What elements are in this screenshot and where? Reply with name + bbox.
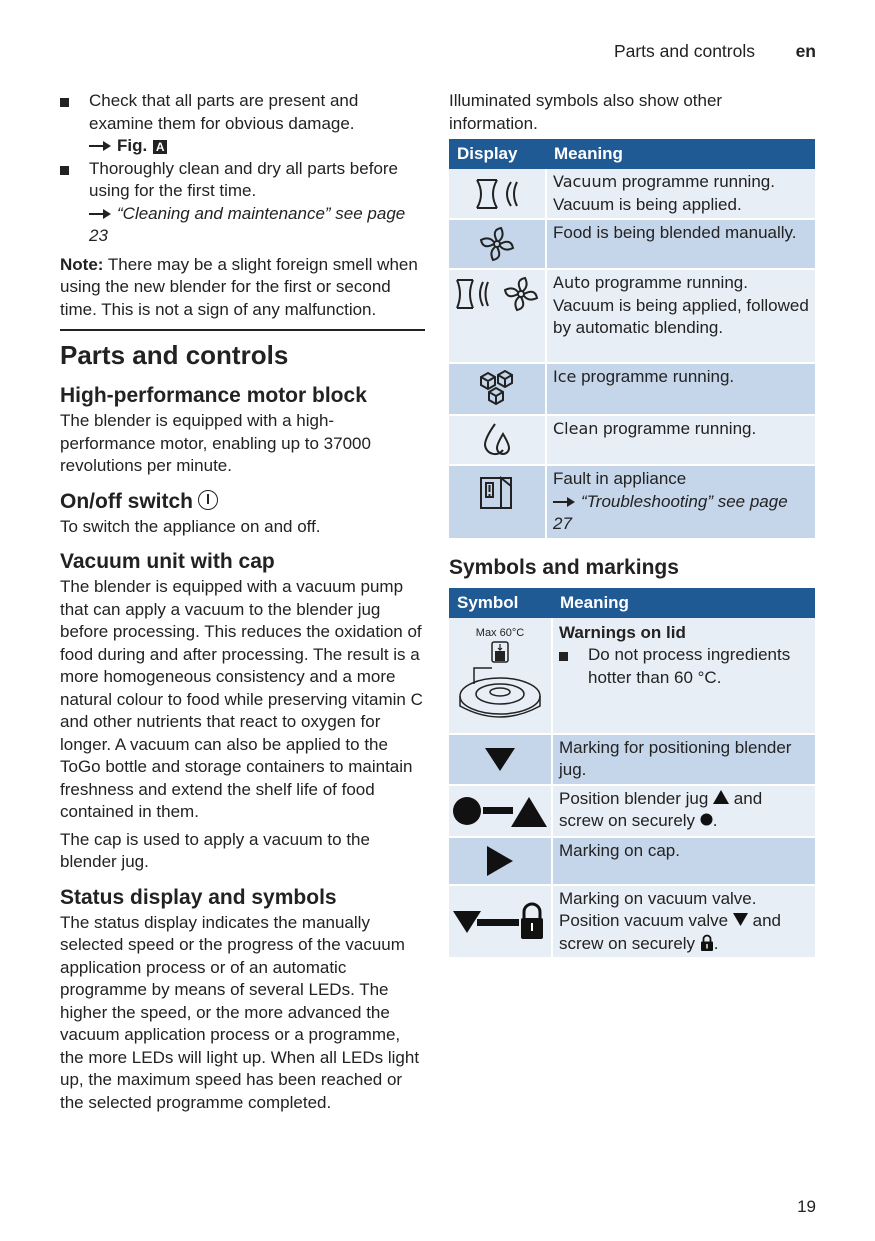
table-header: Meaning xyxy=(552,588,815,618)
table-cell xyxy=(546,465,815,539)
section-text-2: The cap is used to apply a vacuum to the blender jug. xyxy=(60,829,370,871)
table-cell xyxy=(449,169,546,219)
cross-reference-link[interactable]: “Cleaning and maintenance” see page 23 xyxy=(89,203,406,245)
table-header: Meaning xyxy=(546,139,815,169)
section-text: To switch the appliance on and off. xyxy=(60,516,321,536)
table-header: Symbol xyxy=(449,588,552,618)
table-cell xyxy=(449,734,552,785)
vacuum-valve-lock-icon xyxy=(451,901,549,941)
programme-name: Auto xyxy=(553,273,591,292)
table-row xyxy=(449,219,815,269)
bullet-text: Check that all parts are present and examine them for obvious damage. xyxy=(89,91,359,133)
table-row xyxy=(449,785,815,837)
table-cell: Position blender jug and screw on securely . xyxy=(552,785,815,837)
arrow-right-icon xyxy=(89,208,111,220)
triangle-down-icon xyxy=(483,745,517,773)
lid-warning-title: Warnings on lid xyxy=(559,622,686,642)
section-heading: High-performance motor block xyxy=(60,384,367,407)
table-cell xyxy=(546,415,815,465)
list-item xyxy=(559,644,809,689)
meaning-text: Position blender jug xyxy=(559,788,709,808)
arrow-right-icon xyxy=(89,140,111,152)
meaning-text: and screw on securely xyxy=(559,911,781,953)
programme-name: Ice xyxy=(553,367,577,386)
intro-text: Illuminated symbols also show other information. xyxy=(449,91,723,133)
section-text: The status display indicates the manually selected speed or the progress of the vacuum application process or of an automatic programme by means of several LEDs. The higher the speed, or the more advanced the vacuum application process or a programme, the more LEDs will light up. When all LEDs light up, the maximum speed has been reached or the selected programme completed. xyxy=(60,912,420,1112)
table-row xyxy=(449,465,815,539)
table-header: Display xyxy=(449,139,546,169)
note-text: There may be a slight foreign smell when using the new blender for the first or second time. This is not a sign of any malfunction. xyxy=(60,254,418,319)
section-vacuum-unit xyxy=(60,548,425,874)
table-cell xyxy=(546,169,815,219)
note-label: Note: xyxy=(60,254,104,274)
blend-icon xyxy=(477,224,517,264)
triangle-right-icon xyxy=(485,844,515,878)
table-cell xyxy=(449,363,546,415)
bullet-list xyxy=(559,644,809,689)
ice-cubes-icon xyxy=(475,368,519,410)
cross-reference-link[interactable]: “Troubleshooting” see page 27 xyxy=(553,491,788,533)
jug-position-icon xyxy=(451,793,549,829)
bullet-text: Do not process ingredients hotter than 60 °C. xyxy=(588,645,791,687)
figure-reference[interactable]: Fig. xyxy=(117,136,148,155)
section-status-display xyxy=(60,884,425,1115)
section-text: The blender is equipped with a high-performance motor, enabling up to 37000 revolutions per minute. xyxy=(60,411,371,475)
left-column xyxy=(60,90,425,1114)
table-row xyxy=(449,169,815,219)
table-cell xyxy=(552,618,815,734)
meaning-text: Marking on cap. xyxy=(559,840,680,860)
meaning-text: Fault in appliance xyxy=(553,469,687,488)
meaning-text: Marking on vacuum valve. Position vacuum valve xyxy=(559,888,757,930)
table-cell xyxy=(449,885,552,959)
section-heading: On/off switch xyxy=(60,489,193,513)
table-cell xyxy=(546,363,815,415)
table-cell: Marking on vacuum valve. Position vacuum valve and screw on securely . xyxy=(552,885,815,959)
section-heading: Vacuum unit with cap xyxy=(60,550,275,573)
page-title: Parts and controls xyxy=(60,340,289,370)
figure-letter-badge: A xyxy=(153,140,167,154)
meaning-text: programme running. xyxy=(576,367,735,386)
bullet-text: Thoroughly clean and dry all parts before using for the first time. xyxy=(89,158,399,200)
vacuum-icon xyxy=(467,174,527,214)
table-row xyxy=(449,618,815,734)
note-paragraph xyxy=(60,254,425,322)
section-divider xyxy=(60,329,425,331)
section-text: The blender is equipped with a vacuum pump that can apply a vacuum to the blender jug before processing. This reduces the oxidation of food during and after processing. The result is a more homogeneous consistency and a more natural colour to food while preserving vitamin C and other nutrients that react to oxygen for longer. A vacuum can also be applied to the ToGo bottle and storage containers to maintain freshness and extend the shelf life of food contained in them. xyxy=(60,577,423,821)
table-cell xyxy=(449,219,546,269)
list-item xyxy=(60,158,425,248)
right-column xyxy=(449,90,815,959)
table-row xyxy=(449,885,815,959)
lid-temperature-icon xyxy=(452,624,548,728)
table-cell xyxy=(449,269,546,363)
table-row xyxy=(449,363,815,415)
fault-icon xyxy=(477,474,517,512)
header-title: Parts and controls xyxy=(613,41,755,61)
table-row xyxy=(449,415,815,465)
bullet-square-icon xyxy=(60,166,69,175)
meaning-text: programme running. xyxy=(598,419,757,438)
table-row xyxy=(449,837,815,885)
list-item xyxy=(60,90,425,158)
section-onoff-switch xyxy=(60,488,425,539)
meaning-text: Food is being blended manually. xyxy=(553,223,797,242)
power-icon xyxy=(198,490,218,510)
clean-drops-icon xyxy=(477,420,517,460)
page-number: 19 xyxy=(797,1197,816,1216)
meaning-text: and screw on securely xyxy=(559,788,763,830)
table-cell xyxy=(552,837,815,885)
dot-icon xyxy=(700,813,713,826)
programme-name: Clean xyxy=(553,419,599,438)
table-row xyxy=(449,269,815,363)
table-cell xyxy=(449,837,552,885)
table-cell xyxy=(449,785,552,837)
meaning-text: programme running. Vacuum is being applied. xyxy=(553,172,775,214)
triangle-up-icon xyxy=(713,790,729,804)
meaning-text: programme running. Vacuum is being applied, followed by automatic blending. xyxy=(553,273,809,337)
padlock-icon xyxy=(700,934,714,951)
table-cell xyxy=(449,465,546,539)
section-heading: Status display and symbols xyxy=(60,885,337,909)
auto-icon xyxy=(451,274,543,314)
table-cell xyxy=(449,415,546,465)
bullet-square-icon xyxy=(559,652,568,661)
section-heading: Symbols and markings xyxy=(449,555,679,579)
triangle-down-icon xyxy=(733,913,748,926)
arrow-right-icon xyxy=(553,496,575,508)
table-cell xyxy=(449,618,552,734)
table-cell xyxy=(546,269,815,363)
lid-max-temp-label: Max 60°C xyxy=(475,626,525,639)
bullet-square-icon xyxy=(60,98,69,107)
table-row xyxy=(449,734,815,785)
header-language: en xyxy=(795,41,816,61)
bullet-list xyxy=(60,90,425,248)
meaning-text: Marking for positioning blender jug. xyxy=(559,737,792,779)
programme-name: Vacuum xyxy=(553,172,618,191)
section-motor-block xyxy=(60,382,425,478)
symbols-table xyxy=(449,588,815,960)
table-cell xyxy=(552,734,815,785)
table-cell xyxy=(546,219,815,269)
display-table xyxy=(449,139,815,540)
